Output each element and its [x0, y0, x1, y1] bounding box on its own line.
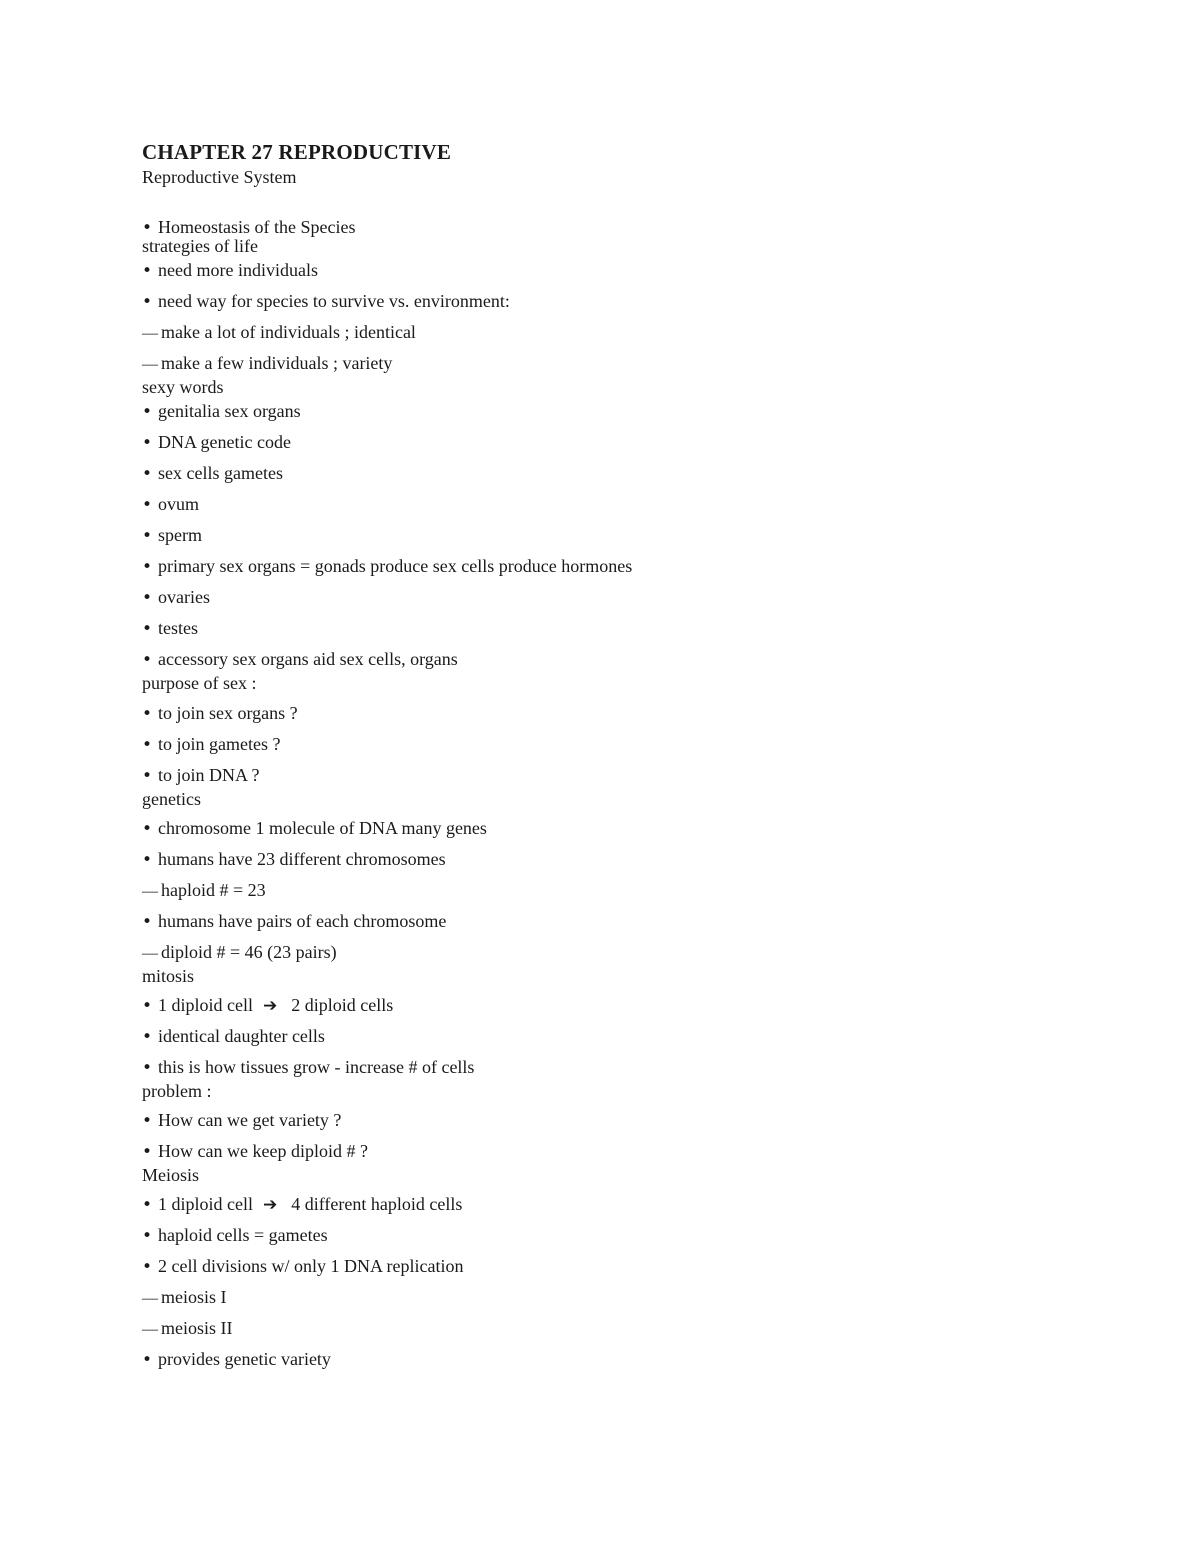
- bullet-icon: [142, 585, 158, 610]
- document-body: [142, 139, 1042, 1378]
- list-item: [142, 399, 1042, 430]
- bullet-icon: [142, 1055, 158, 1080]
- list-item: [142, 430, 1042, 461]
- list-item-text: need more individuals: [158, 260, 318, 280]
- list-item-text: testes: [158, 618, 198, 638]
- list-item-text: sex cells gametes: [158, 463, 283, 483]
- list-item-text: humans have pairs of each chromosome: [158, 911, 447, 931]
- list-item-text: haploid # = 23: [161, 880, 266, 900]
- list-item: [142, 763, 1042, 787]
- list-item-text: primary sex organs = gonads produce sex cells produce hormones: [158, 556, 633, 576]
- right-arrow-icon: ➔: [262, 996, 278, 1016]
- bullet-icon: [142, 732, 158, 757]
- list-item-text: ovum: [158, 494, 200, 514]
- em-dash-icon: [142, 351, 161, 377]
- bullet-icon: [142, 399, 158, 424]
- list-item-text: DNA genetic code: [158, 432, 291, 452]
- bullet-icon: [142, 1139, 158, 1164]
- chapter-title: CHAPTER 27 REPRODUCTIVE: [142, 140, 452, 164]
- list-item: [142, 1139, 1042, 1163]
- list-item-text: make a few individuals ; variety: [161, 353, 393, 373]
- bullet-icon: [142, 1024, 158, 1049]
- list-item: [142, 1024, 1042, 1055]
- section-heading: mitosis: [142, 966, 195, 986]
- list-item-text: meiosis II: [161, 1318, 233, 1338]
- list-item: [142, 1347, 1042, 1378]
- list-item-text: How can we get variety ?: [158, 1110, 342, 1130]
- bullet-icon: [142, 701, 158, 726]
- section-heading: problem :: [142, 1081, 212, 1101]
- list-item: [142, 909, 1042, 940]
- list-item: [142, 1108, 1042, 1139]
- list-item: [142, 847, 1042, 878]
- sub-list-item: [142, 1285, 1042, 1316]
- bullet-icon: [142, 1347, 158, 1372]
- list-item: [142, 1254, 1042, 1285]
- sub-list-item: [142, 351, 1042, 375]
- bullet-icon: [142, 616, 158, 641]
- bullet-icon: [142, 554, 158, 579]
- em-dash-icon: [142, 940, 161, 966]
- list-item: [142, 554, 1042, 585]
- bullet-icon: [142, 430, 158, 455]
- em-dash-icon: [142, 878, 161, 904]
- bullet-icon: [142, 1108, 158, 1133]
- list-item-text: ovaries: [158, 587, 210, 607]
- section-heading: Meiosis: [142, 1165, 200, 1185]
- list-item-text: meiosis I: [161, 1287, 227, 1307]
- sub-list-item: [142, 940, 1042, 964]
- list-item-text: How can we keep diploid # ?: [158, 1141, 368, 1161]
- subtitle: Reproductive System: [142, 167, 297, 187]
- bullet-icon: [142, 523, 158, 548]
- list-item-text: 2 diploid cells: [291, 995, 394, 1015]
- em-dash-icon: [142, 1285, 161, 1311]
- bullet-icon: [142, 492, 158, 517]
- list-item-text: this is how tissues grow - increase # of cells: [158, 1057, 475, 1077]
- list-item: [142, 647, 1042, 671]
- section-heading: purpose of sex :: [142, 673, 257, 693]
- list-item: [142, 1223, 1042, 1254]
- list-item-text: genitalia sex organs: [158, 401, 301, 421]
- list-item: [142, 701, 1042, 732]
- list-item: [142, 461, 1042, 492]
- list-item-text: chromosome 1 molecule of DNA many genes: [158, 818, 487, 838]
- list-item-text: make a lot of individuals ; identical: [161, 322, 416, 342]
- list-item-text: 1 diploid cell: [158, 1194, 253, 1214]
- bullet-icon: [142, 647, 158, 672]
- list-item-text: 4 different haploid cells: [291, 1194, 463, 1214]
- bullet-icon: [142, 909, 158, 934]
- bullet-icon: [142, 993, 158, 1018]
- list-item: [142, 993, 1042, 1024]
- list-item: [142, 258, 1042, 289]
- list-item: [142, 585, 1042, 616]
- list-item-text: sperm: [158, 525, 202, 545]
- list-item: [142, 816, 1042, 847]
- list-item: [142, 289, 1042, 320]
- bullet-icon: [142, 1192, 158, 1217]
- bullet-icon: [142, 1223, 158, 1248]
- list-item-text: provides genetic variety: [158, 1349, 331, 1369]
- list-item: [142, 616, 1042, 647]
- list-item-text: Homeostasis of the Species: [158, 217, 356, 237]
- list-item-text: accessory sex organs aid sex cells, organs: [158, 649, 458, 669]
- bullet-icon: [142, 847, 158, 872]
- list-item-text: 2 cell divisions w/ only 1 DNA replication: [158, 1256, 464, 1276]
- list-item-text: to join gametes ?: [158, 734, 281, 754]
- right-arrow-icon: ➔: [262, 1195, 278, 1215]
- sub-list-item: [142, 320, 1042, 351]
- bullet-icon: [142, 1254, 158, 1279]
- list-item-text: haploid cells = gametes: [158, 1225, 328, 1245]
- list-item: [142, 1192, 1042, 1223]
- list-item-text: to join sex organs ?: [158, 703, 298, 723]
- bullet-icon: [142, 763, 158, 788]
- list-item-text: humans have 23 different chromosomes: [158, 849, 446, 869]
- sub-list-item: [142, 1316, 1042, 1347]
- list-item-text: diploid # = 46 (23 pairs): [161, 942, 337, 962]
- list-item-text: 1 diploid cell: [158, 995, 253, 1015]
- list-item: [142, 523, 1042, 554]
- list-item-text: to join DNA ?: [158, 765, 260, 785]
- section-heading: genetics: [142, 789, 201, 809]
- sub-list-item: [142, 878, 1042, 909]
- blank-line: [142, 189, 1042, 215]
- bullet-icon: [142, 258, 158, 283]
- list-item-text: identical daughter cells: [158, 1026, 325, 1046]
- list-item: [142, 492, 1042, 523]
- list-item-text: need way for species to survive vs. environment:: [158, 291, 510, 311]
- em-dash-icon: [142, 320, 161, 346]
- bullet-icon: [142, 289, 158, 314]
- list-item: [142, 1055, 1042, 1079]
- em-dash-icon: [142, 1316, 161, 1342]
- list-item: [142, 732, 1042, 763]
- bullet-icon: [142, 461, 158, 486]
- section-heading: sexy words: [142, 377, 224, 397]
- section-heading: strategies of life: [142, 236, 258, 256]
- bullet-icon: [142, 816, 158, 841]
